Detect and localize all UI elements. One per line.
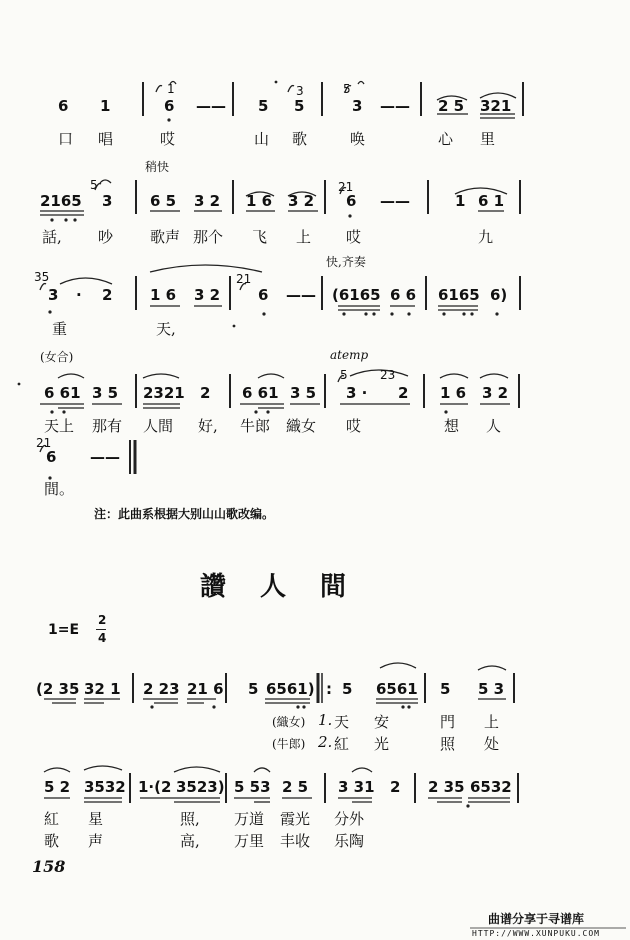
lyric: 天上 — [44, 417, 75, 435]
note: 3 5 — [92, 384, 119, 402]
lyric: 紅 — [334, 735, 350, 753]
note: 3 — [102, 192, 113, 210]
dash: —— — [380, 97, 410, 115]
time-signature-bottom: 4 — [98, 631, 107, 645]
note: 321 — [480, 97, 512, 115]
note: 3 · — [346, 384, 368, 402]
note: (2 35 — [36, 680, 80, 698]
tempo-marking: atemp — [330, 348, 369, 362]
voice-label: (牛郎) — [272, 737, 306, 751]
lyric: 想 — [444, 417, 460, 435]
grace-note: 5 — [343, 82, 351, 96]
time-signature-rule — [96, 629, 106, 630]
note: 1 — [455, 192, 466, 210]
note: 3 5 — [290, 384, 317, 402]
grace-note: 21 — [236, 272, 252, 286]
lyric: 哎 — [346, 228, 362, 246]
note: 21 6 — [187, 680, 224, 698]
note: 2 5 — [282, 778, 309, 796]
note: 2 35 — [428, 778, 465, 796]
lyric: 里 — [480, 130, 496, 148]
grace-note: 21 — [338, 180, 354, 194]
note: 2 5 — [438, 97, 465, 115]
grace-note: 21 — [36, 436, 52, 450]
note: 6165 — [438, 286, 480, 304]
lyric: 丰收 — [280, 832, 311, 850]
note: 6 61 — [44, 384, 81, 402]
tempo-marking: 快,齐奏 — [326, 255, 366, 269]
tempo-marking: 稍快 — [145, 160, 170, 174]
lyric: 唤 — [350, 130, 366, 148]
note: 5 — [440, 680, 451, 698]
note: 2321 — [143, 384, 185, 402]
note: 6 — [46, 448, 57, 466]
verse-number: 2. — [318, 733, 333, 751]
note: 5 — [294, 97, 305, 115]
note: (6165 — [332, 286, 381, 304]
footnote: 注：此曲系根据大别山山歌改编。 — [94, 507, 275, 521]
lyric: 光 — [374, 735, 390, 753]
lyric: 歌声 — [150, 228, 181, 246]
note: 5 — [248, 680, 259, 698]
note: 5 — [342, 680, 353, 698]
lyric: 歌 — [44, 832, 60, 850]
note: 3 2 — [194, 192, 221, 210]
lyric: 重 — [52, 320, 68, 338]
lyric: 万里 — [234, 832, 265, 850]
lyric: 山 — [254, 130, 270, 148]
lyric: 那有 — [92, 417, 123, 435]
note: 1·(2 — [138, 778, 172, 796]
key-signature: 1=E — [48, 622, 80, 638]
note: 6 — [164, 97, 175, 115]
lyric: 歌 — [292, 130, 308, 148]
note: 6 — [346, 192, 357, 210]
lyric: 哎 — [346, 417, 362, 435]
note: 6532 — [470, 778, 512, 796]
lyric: 星 — [88, 810, 104, 828]
lyric: 人間 — [143, 417, 174, 435]
lyric: 上 — [296, 228, 312, 246]
note: 1 6 — [246, 192, 273, 210]
note: 6 — [258, 286, 269, 304]
note: 5 3 — [478, 680, 505, 698]
dot: · — [76, 286, 82, 304]
lyric: 好, — [198, 417, 218, 435]
lyric: 門 — [440, 713, 456, 731]
note: 3 2 — [288, 192, 315, 210]
note: 6 6 — [390, 286, 417, 304]
note: 6) — [490, 286, 508, 304]
note: 6 — [58, 97, 69, 115]
note: 3532 — [84, 778, 126, 796]
note: 1 — [100, 97, 111, 115]
note: 3523) — [176, 778, 225, 796]
note: 2165 — [40, 192, 82, 210]
note: 3 — [352, 97, 363, 115]
chorus-marking: (女合) — [40, 350, 74, 364]
note: 3 — [48, 286, 59, 304]
lyric: 处 — [484, 735, 500, 753]
dash: —— — [286, 286, 316, 304]
grace-note: 5 — [90, 178, 98, 192]
lyric: 安 — [374, 713, 390, 731]
grace-note: 5 — [340, 368, 348, 382]
note: 2 — [102, 286, 113, 304]
grace-note: 3 — [296, 84, 304, 98]
note: 1 6 — [150, 286, 177, 304]
note: 6 5 — [150, 192, 177, 210]
note: 5 — [258, 97, 269, 115]
note: 5 53 — [234, 778, 271, 796]
note: 6 1 — [478, 192, 505, 210]
lyric: 那个 — [193, 228, 224, 246]
lyric: 話, — [42, 228, 62, 246]
lyric: 牛郎 — [240, 417, 271, 435]
watermark-title: 曲谱分享于寻谱库 — [488, 912, 585, 926]
lyric: 天, — [156, 320, 176, 338]
note: 5 2 — [44, 778, 71, 796]
note: 2 — [398, 384, 409, 402]
song-title: 讚人間 — [200, 572, 381, 602]
lyric: 口 — [58, 130, 74, 148]
dash: —— — [380, 192, 410, 210]
verse-number: 1. — [318, 711, 333, 729]
lyric: 乐陶 — [334, 832, 365, 850]
note: 3 2 — [482, 384, 509, 402]
lyric: 心 — [438, 130, 454, 148]
dash: —— — [90, 448, 120, 466]
lyric: 照 — [440, 735, 456, 753]
time-signature-top: 2 — [98, 613, 107, 627]
dash: —— — [196, 97, 226, 115]
note: 6561) — [266, 680, 315, 698]
lyric: 吵 — [98, 228, 114, 246]
lyric: 飞 — [252, 228, 268, 246]
page-number: 158 — [32, 857, 66, 876]
note: 6561 — [376, 680, 418, 698]
repeat-sign: : — [326, 680, 332, 698]
lyric: 間。 — [44, 480, 75, 498]
note: 32 1 — [84, 680, 121, 698]
note: 6 61 — [242, 384, 279, 402]
note: 2 — [200, 384, 211, 402]
note: 2 — [390, 778, 401, 796]
lyric: 九 — [478, 228, 494, 246]
lyric: 天 — [334, 713, 350, 731]
lyric: 人 — [486, 417, 502, 435]
grace-note: 23 — [380, 368, 396, 382]
lyric: 高, — [180, 832, 200, 850]
lyric: 分外 — [334, 810, 365, 828]
lyric: 照, — [180, 810, 200, 828]
lyric: 万道 — [234, 810, 265, 828]
note: 3 31 — [338, 778, 375, 796]
lyric: 声 — [88, 832, 104, 850]
lyric: 哎 — [160, 130, 176, 148]
lyric: 織女 — [286, 417, 317, 435]
lyric: 上 — [484, 713, 500, 731]
lyric: 霞光 — [280, 810, 311, 828]
grace-note: 1 — [167, 82, 175, 96]
note: 1 6 — [440, 384, 467, 402]
note: 2 23 — [143, 680, 180, 698]
voice-label: (織女) — [272, 715, 306, 729]
grace-note: 35 — [34, 270, 50, 284]
watermark-url: HTTP://WWW.XUNPUKU.COM — [472, 929, 600, 938]
note: 3 2 — [194, 286, 221, 304]
lyric: 唱 — [98, 130, 114, 148]
lyric: 紅 — [44, 810, 60, 828]
